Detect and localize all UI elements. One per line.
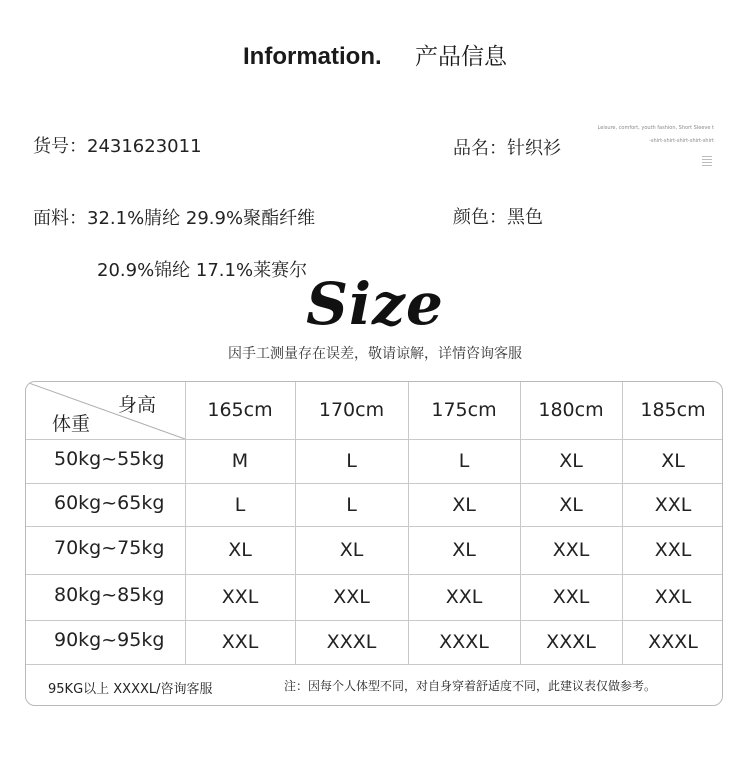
column-divider [408, 382, 409, 664]
size-cell: XXXL [648, 631, 698, 653]
corner-height-label: 身高 [118, 394, 157, 416]
height-header: 185cm [640, 399, 706, 421]
item-number [33, 132, 202, 158]
size-cell: XXL [654, 586, 692, 608]
size-cell: XL [559, 494, 583, 516]
size-note: 因手工测量存在误差，敬请谅解，详情咨询客服 [228, 346, 522, 362]
menu-lines-icon [702, 156, 712, 168]
size-cell: XXXL [326, 631, 377, 653]
item-number-value: 2431623011 [87, 136, 202, 157]
footer-note-left: 95KG以上 XXXXL/咨询客服 [48, 682, 213, 697]
size-cell: M [231, 450, 249, 472]
weight-label: 50kg~55kg [54, 448, 165, 470]
size-cell: L [346, 450, 357, 472]
height-header: 175cm [431, 399, 497, 421]
row-divider [26, 574, 722, 575]
color-info [453, 203, 543, 229]
size-cell: XXXL [546, 631, 596, 653]
corner-weight-label: 体重 [52, 413, 91, 435]
weight-label: 60kg~65kg [54, 492, 165, 514]
size-cell: XXL [333, 586, 370, 608]
fabric-label: 面料： [33, 208, 87, 229]
footer-note-right: 注：因每个人体型不同，对自身穿着舒适度不同，此建议表仅做参考。 [284, 679, 657, 693]
height-header: 180cm [538, 399, 604, 421]
size-cell: XL [452, 494, 476, 516]
product-name-value: 针织衫 [507, 138, 561, 159]
size-cell: XXL [445, 586, 483, 608]
size-cell: XXL [654, 539, 692, 561]
row-divider [26, 620, 722, 621]
size-cell: XXL [221, 631, 259, 653]
fabric-value-1: 32.1%腈纶 29.9%聚酯纤维 [87, 208, 316, 229]
size-cell: XL [559, 450, 583, 472]
row-divider [26, 526, 722, 527]
size-cell: XXL [552, 586, 590, 608]
product-name [453, 134, 561, 160]
decorative-tagline [598, 122, 714, 148]
color-value: 黑色 [507, 207, 543, 228]
title-english: Information. [243, 43, 382, 70]
tagline-line-2: -shirt-shirt-shirt-shirt-shirt [649, 138, 714, 144]
title-chinese: 产品信息 [414, 44, 507, 70]
size-cell: XL [661, 450, 685, 472]
size-cell: XXL [221, 586, 259, 608]
weight-label: 80kg~85kg [54, 584, 165, 606]
column-divider [520, 382, 521, 664]
size-cell: XL [228, 539, 252, 561]
row-divider [26, 439, 722, 440]
size-cell: XXL [552, 539, 590, 561]
height-header: 170cm [318, 399, 385, 421]
page-title [0, 38, 750, 71]
fabric-line-1 [33, 204, 315, 230]
item-number-label: 货号： [33, 136, 87, 157]
column-divider [622, 382, 623, 664]
corner-diagonal [26, 382, 186, 440]
weight-label: 90kg~95kg [54, 629, 165, 651]
fabric-value-2: 20.9%锦纶 17.1%莱赛尔 [97, 260, 308, 281]
tagline-line-1: Leisure, comfort, youth fashion, Short Sleeve t [597, 125, 714, 131]
size-cell: L [346, 494, 357, 516]
size-title: Size [306, 270, 444, 338]
column-divider [185, 382, 186, 664]
size-cell: XXXL [439, 631, 489, 653]
color-label: 颜色： [453, 207, 507, 228]
size-cell: L [234, 494, 246, 516]
product-name-label: 品名： [453, 138, 507, 159]
size-cell: XL [339, 539, 364, 561]
size-cell: L [458, 450, 470, 472]
column-divider [295, 382, 296, 664]
height-header: 165cm [207, 399, 273, 421]
row-divider [26, 483, 722, 484]
size-table [25, 381, 723, 706]
size-cell: XL [452, 539, 476, 561]
weight-label: 70kg~75kg [54, 537, 165, 559]
row-divider [26, 664, 722, 665]
size-cell: XXL [654, 494, 692, 516]
